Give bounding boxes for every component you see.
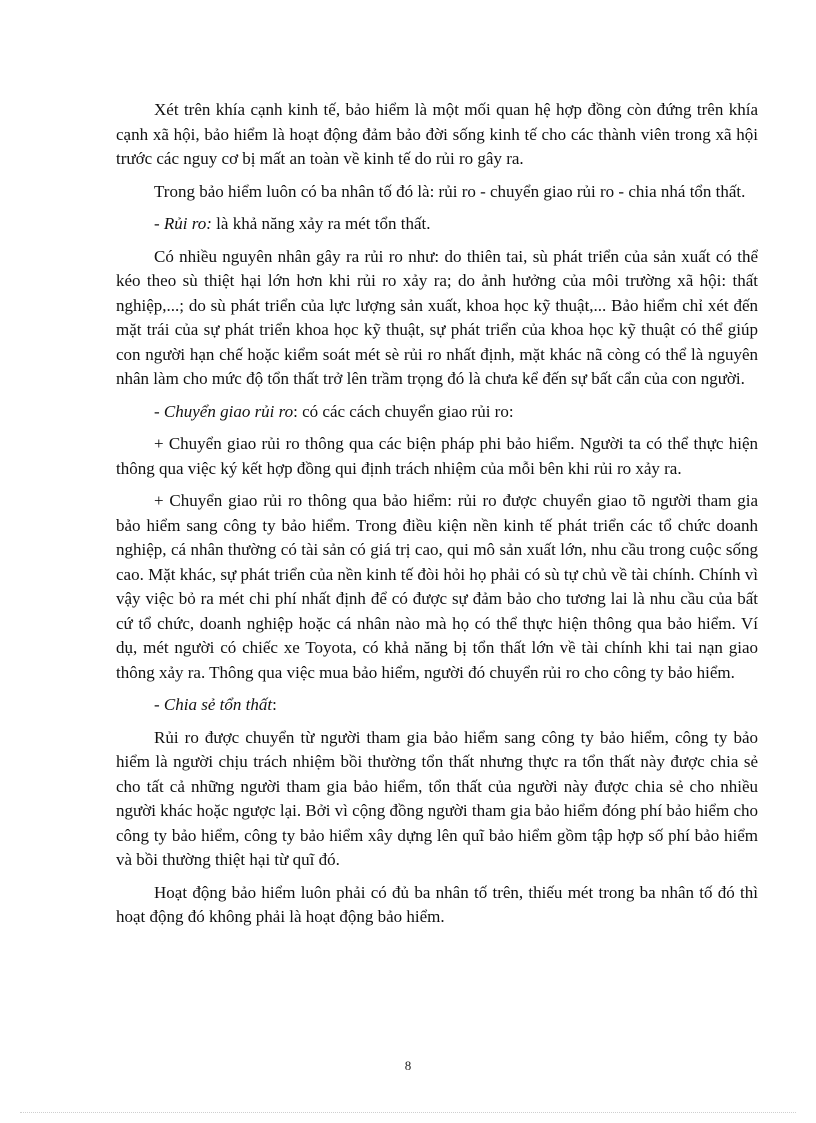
paragraph-risk-causes <box>116 245 758 392</box>
paragraph-text: Hoạt động bảo hiểm luôn phải có đủ ba nhân tố trên, thiếu mét trong ba nhân tố đó thì hoạt động đó không phải là hoạt động bảo hiểm. <box>116 882 758 926</box>
page-number: 8 <box>404 1058 412 1073</box>
paragraph-text: + Chuyển giao rủi ro thông qua bảo hiểm: rủi ro được chuyển giao tõ người tham gia bảo hiểm sang công ty bảo hiểm. Trong điều kiện nền kinh tế phát triển các tổ chức doanh nghiệp, cá nhân thường có tài sản có giá trị cao, qui mô sản xuất lớn, nhu cầu trong cuộc sống cao. Mặt khác, sự phát triển của nền kinh tế đòi hỏi họ phải có sù tự chủ về tài chính. Chính vì vậy việc bỏ ra mét chi phí nhất định để có được sự đảm bảo cho tương lai là nhu cầu của bất cứ tổ chức, doanh nghiệp hoặc cá nhân nào mà họ có thể thực hiện thông qua bảo hiểm. Ví dụ, mét người có chiếc xe Toyota, có khả năng bị tổn thất lớn về tài chính khi tai nạn giao thông xảy ra. Thông qua việc mua bảo hiểm, người đó chuyển rủi ro cho công ty bảo hiểm. <box>116 491 758 682</box>
paragraph-text: Rủi ro được chuyển từ người tham gia bảo hiểm sang công ty bảo hiểm, công ty bảo hiểm là người chịu trách nhiệm bồi thường tổn thất nhưng thực ra tổn thất này được chia sẻ cho tất cả những người tham gia bảo hiểm, tổn thất của người này được chia sẻ cho nhiều người khác hoặc ngược lại. Bởi vì cộng đồng người tham gia bảo hiểm đóng phí bảo hiểm cho công ty bảo hiểm, công ty bảo hiểm xây dựng lên quĩ bảo hiểm gồm tập hợp số phí bảo hiểm và bồi thường thiệt hại từ quĩ đó. <box>116 727 758 869</box>
paragraph-risk-transfer <box>116 400 758 425</box>
paragraph-non-insurance-transfer <box>116 432 758 481</box>
document-body <box>116 98 758 938</box>
paragraph-three-factors <box>116 180 758 205</box>
page-bottom-divider <box>20 1112 796 1113</box>
term-label: - Chia sẻ tổn thất <box>154 695 273 714</box>
paragraph-definition <box>116 98 758 172</box>
paragraph-text: là khả năng xảy ra mét tổn thất. <box>211 214 431 233</box>
paragraph-insurance-transfer <box>116 489 758 685</box>
paragraph-text: Trong bảo hiểm luôn có ba nhân tố đó là: rủi ro - chuyển giao rủi ro - chia nhá tổn thất. <box>154 181 746 201</box>
paragraph-text: Có nhiều nguyên nhân gây ra rủi ro như: do thiên tai, sù phát triển của sản xuất có thể kéo theo sù thiệt hại lớn hơn khi rủi ro xảy ra; do ảnh hưởng của môi trường xã hội: thất nghiệp,...; do sù phát triển của lực lượng sản xuất, khoa học kỹ thuật,... Bảo hiểm chỉ xét đến mặt trái của sự phát triển khoa học kỹ thuật, sự phát triển của khoa học kỹ thuật có thể giúp con người hạn chế hoặc kiểm soát mét sè rủi ro nhất định, mặt khác nã còng có thể là nguyên nhân làm cho mức độ tổn thất trở lên trầm trọng đó là chưa kể đến sự bất cẩn của con người. <box>116 246 758 388</box>
term-label: - Rủi ro: <box>154 214 212 233</box>
paragraph-text: + Chuyển giao rủi ro thông qua các biện pháp phi bảo hiểm. Người ta có thể thực hiện thông qua việc ký kết hợp đồng qui định trách nhiệm của mỗi bên khi rủi ro xảy ra. <box>116 434 758 478</box>
paragraph-loss-sharing-detail <box>116 726 758 873</box>
paragraph-risk <box>116 212 758 237</box>
term-label: - Chuyển giao rủi ro <box>154 401 294 421</box>
paragraph-text: : có các cách chuyển giao rủi ro: <box>293 401 514 421</box>
paragraph-conclusion <box>116 881 758 930</box>
paragraph-text: Xét trên khía cạnh kinh tế, bảo hiểm là một mối quan hệ hợp đồng còn đứng trên khía cạnh xã hội, bảo hiểm là hoạt động đảm bảo đời sống kinh tế cho các thành viên trong xã hội trước các nguy cơ bị mất an toàn về kinh tế do rủi ro gây ra. <box>116 100 758 168</box>
paragraph-loss-sharing <box>116 693 758 718</box>
paragraph-text: : <box>272 695 277 714</box>
